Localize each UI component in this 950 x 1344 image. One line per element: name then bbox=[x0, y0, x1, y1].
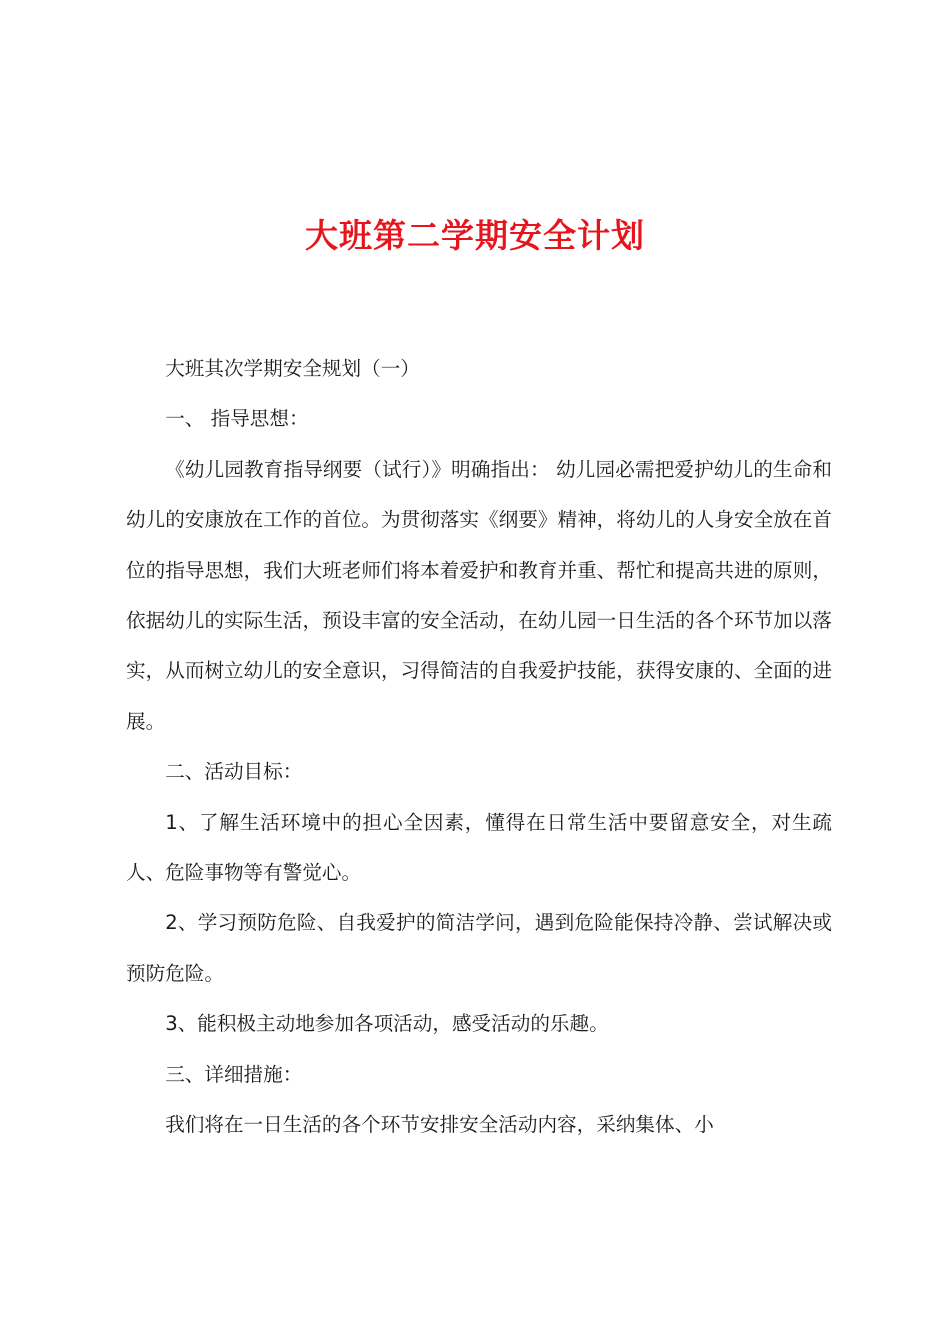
goal-item: 2、学习预防危险、自我爱护的简洁学问，遇到危险能保持冷静、尝试解决或预防危险。 bbox=[126, 911, 832, 985]
section-heading-measures: 三、详细措施： bbox=[165, 1062, 303, 1086]
document-body bbox=[126, 344, 832, 1151]
subtitle-paragraph: 大班其次学期安全规划（一） bbox=[165, 357, 420, 380]
body-paragraph: 我们将在一日生活的各个环节安排安全活动内容，采纳集体、小 bbox=[165, 1113, 714, 1137]
document-title: 大班第二学期安全计划 bbox=[305, 216, 645, 255]
goal-item: 1、了解生活环境中的担心全因素，懂得在日常生活中要留意安全，对生疏人、危险事物等有警觉心。 bbox=[126, 810, 832, 885]
goal-item: 3、能积极主动地参加各项活动，感受活动的乐趣。 bbox=[165, 1012, 609, 1036]
section-heading-guiding-ideology: 一、 指导思想： bbox=[165, 407, 309, 431]
body-paragraph: 《幼儿园教育指导纲要（试行）》明确指出： 幼儿园必需把爱护幼儿的生命和幼儿的安康放在工作的首位。为贯彻落实《纲要》精神，将幼儿的人身安全放在首位的指导思想，我们大班老师们将本着爱护和教育并重、帮忙和提高共进的原则，依据幼儿的实际生活，预设丰富的安全活动，在幼儿园一日生活的各个环节加以落实，从而树立幼儿的安全意识，习得简洁的自我爱护技能，获得安康的、全面的进展。 bbox=[126, 457, 832, 733]
section-heading-activity-goals: 二、活动目标： bbox=[165, 760, 303, 784]
